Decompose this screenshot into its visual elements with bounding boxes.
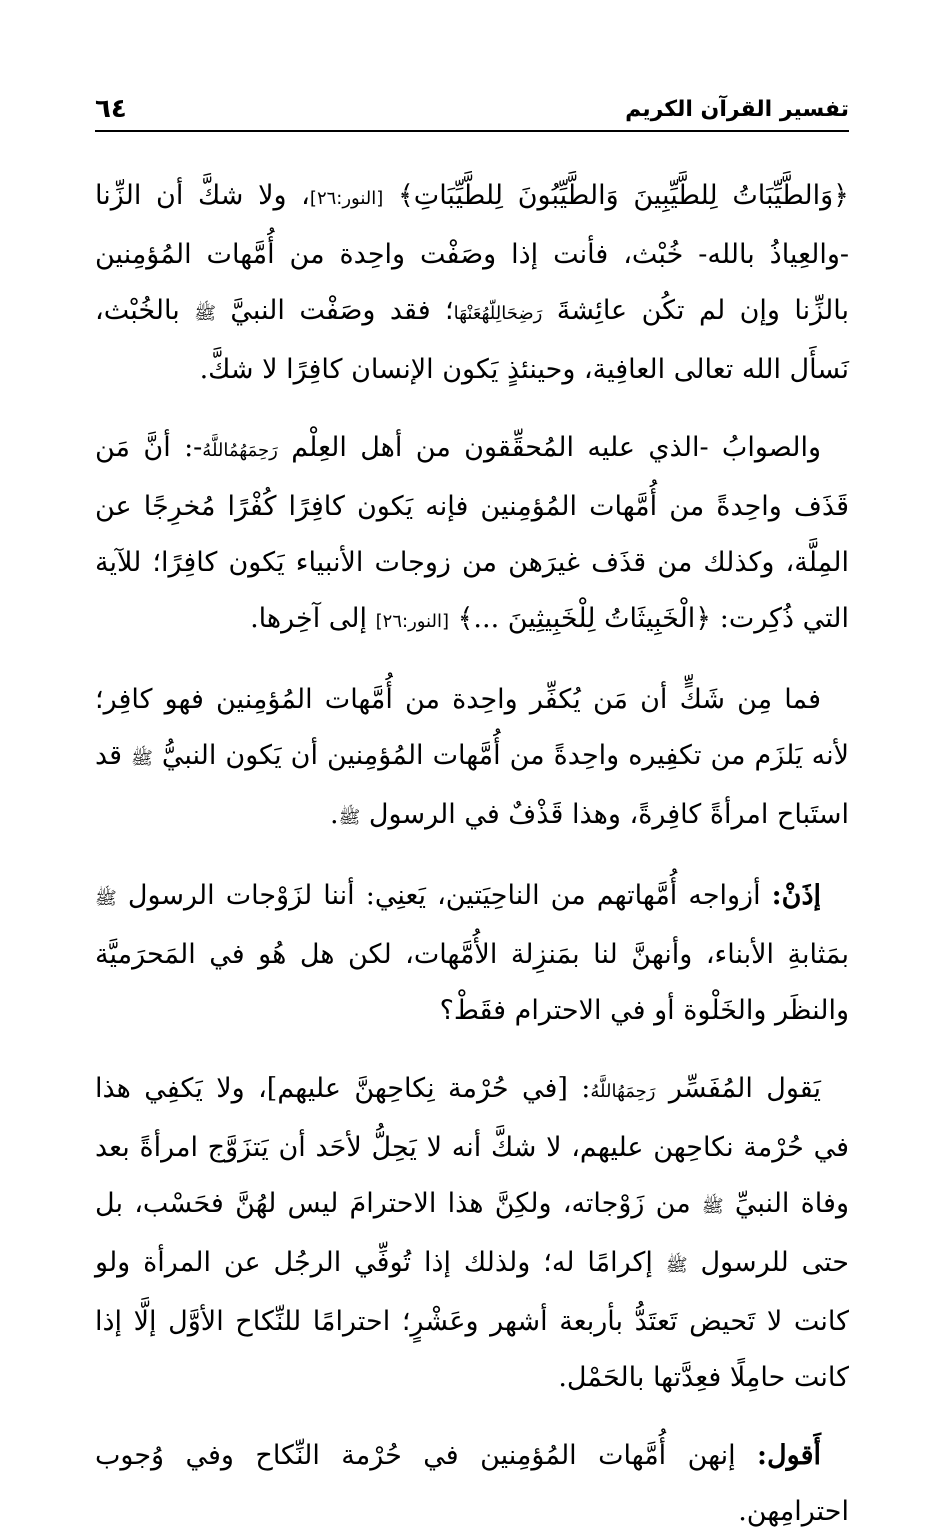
honorific: ﷺ [131,748,153,769]
verse-reference: [النور:٢٦] [309,188,384,209]
paragraph-text: . [329,799,339,830]
paragraph-4 [95,868,849,1039]
honorific: رَضِحَالِلّهُعَنْهَا [453,303,543,324]
honorific: رَحِمَهُاللَّهُ [590,1081,656,1102]
paragraph-text: من زَوْجاته، ولكِنَّ هذا الاحترامَ ليس لهُنَّ فحَسْب، بل حتى للرسول [95,1188,849,1278]
paragraph-text: والصوابُ -الذي عليه المُحقِّقون من أهل العِلْم [291,432,821,463]
page-body [95,168,849,1540]
book-title: تفسير القرآن الكريم [625,96,849,122]
quran-verse: ﴿الْخَبِيثَاتُ لِلْخَبِيثِينَ ...﴾ [457,603,712,634]
page-header [95,88,849,130]
paragraph-text: بالخُبْث، نَسأَل الله تعالى العافِية، وحينئذٍ يَكون الإنسان كافِرًا لا شكَّ. [95,295,849,385]
paragraph-lead: إذَنْ: [771,880,821,911]
paragraph-text: قد استَباح امرأةً كافِرةً، وهذا قَذْفٌ في الرسول [95,740,849,830]
verse-reference: [النور:٢٦] [375,611,449,632]
paragraph-text: ، ولا شكَّ أن الزِّنا -والعِياذُ بالله- خُبْث، فأنت إذا وصَفْت واحِدة من أُمَّهات المُؤمِنين بالزِّنا وإن لم تكُن عائِشةَ [95,180,849,326]
honorific: ﷺ [665,1255,688,1276]
quran-verse: ﴿وَالطَّيِّبَاتُ لِلطَّيِّبِينَ وَالطَّيِّبُونَ لِلطَّيِّبَاتِ﴾ [397,180,849,211]
paragraph-text: إنهن أُمَّهات المُؤمِنين في حُرْمة النِّكاح وفي وُجوب احترامِهن. [95,1440,849,1527]
paragraph-text: إلى آخِرها. [250,603,368,634]
paragraph-text: يَقول المُفَسِّر [668,1073,821,1104]
honorific: رَحِمَهُمُاللَّهُ [202,440,278,461]
honorific: ﷺ [95,888,117,909]
paragraph-text: بمَثابةِ الأبناء، وأنهنَّ لنا بمَنزِلة الأُمَّهات، لكن هل هُو في المَحرَميَّة والنظَر والخَلْوة أو في الاحترام فقَطْ؟ [95,939,849,1026]
paragraph-text: ؛ فقد وصَفْت النبيَّ [230,295,454,326]
paragraph-6 [95,1428,849,1540]
paragraph-1 [95,168,849,398]
paragraph-3 [95,672,849,846]
header-divider [95,130,849,132]
paragraph-text: إكرامًا له؛ ولذلك إذا تُوفِّي الرجُل عن المرأة ولو كانت لا تَحيض تَعتَدُّ بأربعة أشهر وعَشْرٍ؛ احترامًا للنِّكاح الأوَّل إلَّا إذا كانت حامِلًا فعِدَّتها بالحَمْل. [95,1247,849,1393]
paragraph-5 [95,1061,849,1406]
paragraph-lead: أَقول: [757,1440,821,1471]
paragraph-text: -: أنَّ مَن قَذَف واحِدةً من أُمَّهات المُؤمِنين فإنه يَكون كافِرًا كُفْرًا مُخرِجًا عن المِلَّة، وكذلك من قذَف غيرَهن من زوجات الأنبياء يَكون كافِرًا؛ للآية التي ذُكِرت: [95,432,849,634]
honorific: ﷺ [338,807,361,828]
honorific: ﷺ [701,1196,724,1217]
paragraph-text: أزواجه أُمَّهاتهم من الناحِيَتين، يَعنِي: أننا لزَوْجات الرسول [127,880,761,911]
paragraph-text: : [في حُرْمة نِكاحِهنَّ عليهم]، ولا يَكفِي هذا في حُرْمة نكاحِهن عليهم، لا شكَّ أنه لا يَحِلُّ لأحَد أن يَتزَوَّج امرأةً بعد وفاة النبيِّ [95,1073,849,1219]
paragraph-text: فما مِن شَكٍّ أن مَن يُكفِّر واحِدة من أُمَّهات المُؤمِنين فهو كافِر؛ لأنه يَلزَم من تكفِيره واحِدةً من أُمَّهات المُؤمِنين أن يَكون النبيُّ [95,684,849,771]
paragraph-2 [95,420,849,650]
page-number: ٦٤ [95,94,127,124]
honorific: ﷺ [194,303,216,324]
